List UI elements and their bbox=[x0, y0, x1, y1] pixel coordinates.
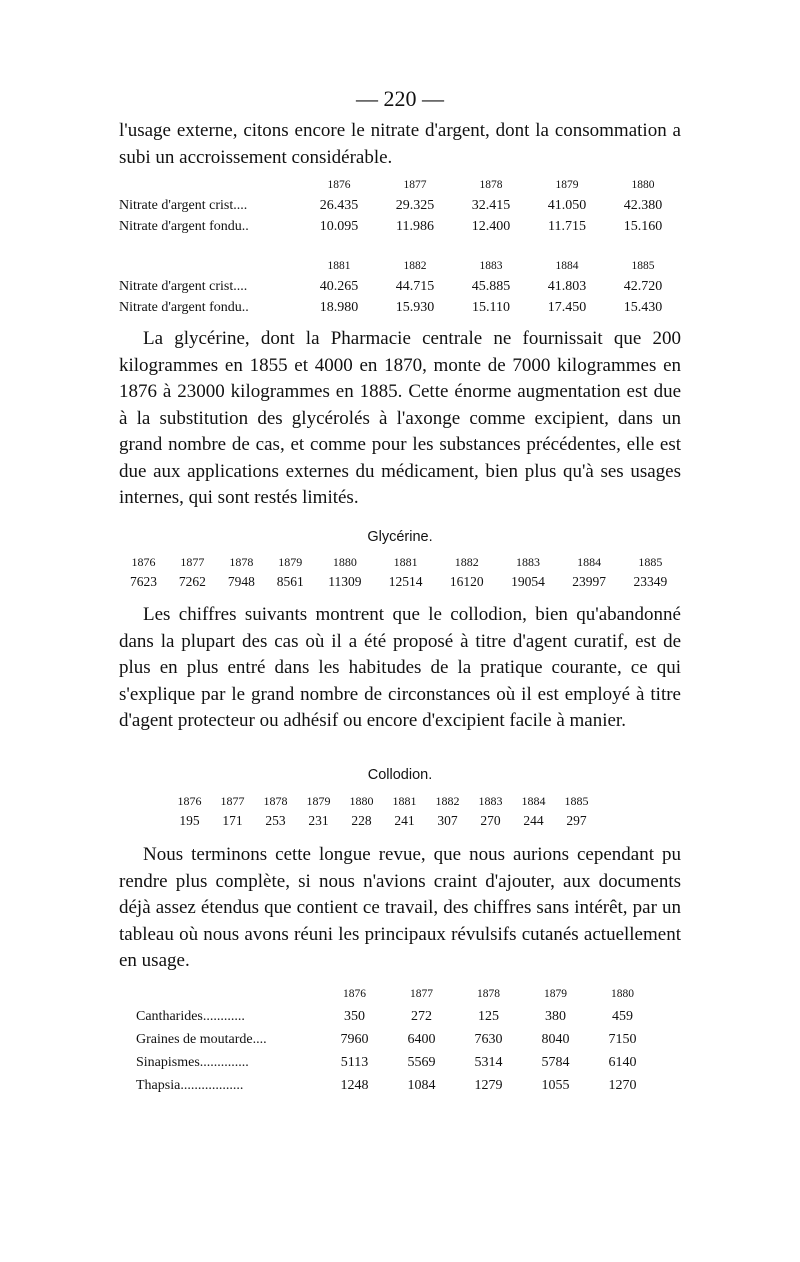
value-cell: 171 bbox=[222, 813, 243, 828]
year-cell: 1877 bbox=[410, 987, 433, 1000]
table-row bbox=[136, 1051, 656, 1074]
value-cell: 241 bbox=[394, 813, 415, 828]
value-cell: 41.803 bbox=[547, 278, 587, 294]
year-cell: 1882 bbox=[454, 554, 479, 569]
year-cell: 1883 bbox=[479, 259, 503, 272]
row-label: Cantharides............ bbox=[136, 1008, 245, 1024]
row-label: Thapsia.................. bbox=[136, 1077, 244, 1093]
value-cell: 19054 bbox=[511, 574, 545, 589]
year-cell: 1876 bbox=[131, 554, 156, 569]
value-cell: 5784 bbox=[541, 1054, 570, 1070]
value-cell: 17.450 bbox=[547, 299, 587, 315]
table-row bbox=[136, 1028, 656, 1051]
value-cell: 8040 bbox=[541, 1031, 570, 1047]
value-cell: 1084 bbox=[407, 1077, 436, 1093]
year-cell: 1880 bbox=[349, 793, 374, 808]
year-cell: 1885 bbox=[631, 259, 655, 272]
value-cell: 45.885 bbox=[471, 278, 511, 294]
value-cell: 459 bbox=[612, 1008, 633, 1024]
value-cell: 272 bbox=[411, 1008, 432, 1024]
year-cell: 1882 bbox=[403, 259, 427, 272]
table-header-row bbox=[136, 982, 656, 1005]
value-cell: 11.715 bbox=[548, 218, 586, 234]
value-cell: 1248 bbox=[340, 1077, 369, 1093]
value-cell: 253 bbox=[265, 813, 286, 828]
year-cell: 1882 bbox=[435, 793, 460, 808]
value-cell: 11309 bbox=[328, 574, 362, 589]
year-cell: 1880 bbox=[631, 178, 655, 191]
year-cell: 1876 bbox=[343, 987, 366, 1000]
year-cell: 1880 bbox=[332, 554, 357, 569]
year-cell: 1883 bbox=[515, 554, 540, 569]
year-cell: 1876 bbox=[327, 178, 351, 191]
value-cell: 15.430 bbox=[623, 299, 663, 315]
value-cell: 1055 bbox=[541, 1077, 570, 1093]
year-cell: 1877 bbox=[180, 554, 205, 569]
collodion-caption: Collodion. bbox=[367, 767, 433, 783]
value-cell: 23349 bbox=[633, 574, 668, 589]
value-cell: 6140 bbox=[608, 1054, 637, 1070]
value-cell: 18.980 bbox=[319, 299, 359, 315]
value-cell: 41.050 bbox=[547, 197, 587, 213]
row-label: Nitrate d'argent crist.... bbox=[119, 197, 248, 213]
paragraph-intro: l'usage externe, citons encore le nitrate d'argent, dont la consommation a subi un accroissement considérable. bbox=[119, 120, 681, 168]
glycerine-table bbox=[119, 552, 681, 592]
year-cell: 1885 bbox=[564, 793, 589, 808]
row-label: Nitrate d'argent crist.... bbox=[119, 278, 248, 294]
collodion-table bbox=[168, 791, 598, 831]
value-cell: 15.110 bbox=[472, 299, 510, 315]
value-cell: 297 bbox=[566, 813, 587, 828]
year-row bbox=[168, 791, 598, 811]
table-corner bbox=[119, 255, 301, 276]
year-cell: 1878 bbox=[477, 987, 500, 1000]
page-number: — 220 — bbox=[356, 86, 444, 111]
value-cell: 1270 bbox=[608, 1077, 637, 1093]
row-label: Sinapismes.............. bbox=[136, 1054, 249, 1070]
year-cell: 1879 bbox=[544, 987, 567, 1000]
value-cell: 270 bbox=[480, 813, 501, 828]
row-label: Nitrate d'argent fondu.. bbox=[119, 299, 249, 315]
value-cell: 7150 bbox=[608, 1031, 637, 1047]
row-label: Graines de moutarde.... bbox=[136, 1031, 267, 1047]
nitrate-table-1876-1880 bbox=[119, 174, 681, 237]
year-cell: 1881 bbox=[327, 259, 351, 272]
table-row bbox=[136, 1005, 656, 1028]
glycerine-caption: Glycérine. bbox=[367, 529, 433, 545]
value-cell: 15.930 bbox=[395, 299, 435, 315]
paragraph-collodion: Les chiffres suivants montrent que le collodion, bien qu'abandonné dans la plupart des cas où il a été proposé à titre d'agent curatif, est de plus en plus entré dans les habitudes de la pratique courante, ce qui s'explique par le grand nombre de circonstances où il est employé à titre d'agent protecteur ou adhésif ou encore d'excipient facile à manier. bbox=[119, 604, 681, 731]
value-cell: 231 bbox=[308, 813, 329, 828]
year-cell: 1877 bbox=[220, 793, 245, 808]
revulsifs-table bbox=[136, 982, 656, 1097]
year-cell: 1881 bbox=[393, 554, 418, 569]
value-cell: 307 bbox=[437, 813, 458, 828]
year-cell: 1878 bbox=[229, 554, 254, 569]
year-cell: 1876 bbox=[177, 793, 202, 808]
year-cell: 1881 bbox=[392, 793, 417, 808]
value-cell: 26.435 bbox=[319, 197, 359, 213]
value-cell: 1279 bbox=[474, 1077, 503, 1093]
value-cell: 11.986 bbox=[396, 218, 434, 234]
value-cell: 7262 bbox=[178, 574, 206, 589]
value-cell: 228 bbox=[351, 813, 372, 828]
value-row bbox=[119, 572, 681, 592]
year-cell: 1885 bbox=[638, 554, 663, 569]
value-cell: 12.400 bbox=[471, 218, 511, 234]
value-row bbox=[168, 811, 598, 831]
nitrate-table-1881-1885 bbox=[119, 255, 681, 318]
year-cell: 1883 bbox=[478, 793, 503, 808]
value-cell: 7948 bbox=[227, 574, 255, 589]
value-cell: 5569 bbox=[407, 1054, 436, 1070]
table-row bbox=[119, 297, 681, 318]
year-cell: 1880 bbox=[611, 987, 634, 1000]
table-row bbox=[119, 216, 681, 237]
paragraph-conclusion: Nous terminons cette longue revue, que nous aurions cependant pu rendre plus complète, si nous n'avions craint d'ajouter, aux documents déjà assez étendus que contient ce travail, des chiffres sans intérêt, par un tableau où nous avons réuni les principaux révulsifs cutanés actuellement en usage. bbox=[119, 844, 681, 971]
table-header-row bbox=[119, 174, 681, 195]
value-cell: 15.160 bbox=[623, 218, 663, 234]
value-cell: 42.380 bbox=[623, 197, 663, 213]
year-cell: 1879 bbox=[555, 178, 579, 191]
year-cell: 1884 bbox=[577, 554, 602, 569]
table-corner bbox=[119, 174, 301, 195]
value-cell: 350 bbox=[344, 1008, 365, 1024]
value-cell: 7960 bbox=[340, 1031, 369, 1047]
table-row bbox=[136, 1074, 656, 1097]
value-cell: 12514 bbox=[388, 574, 423, 589]
row-label: Nitrate d'argent fondu.. bbox=[119, 218, 249, 234]
year-cell: 1884 bbox=[521, 793, 546, 808]
value-cell: 29.325 bbox=[395, 197, 435, 213]
value-cell: 6400 bbox=[407, 1031, 436, 1047]
year-cell: 1877 bbox=[403, 178, 427, 191]
table-row bbox=[119, 195, 681, 216]
table-corner bbox=[136, 982, 321, 1005]
value-cell: 42.720 bbox=[623, 278, 663, 294]
year-cell: 1878 bbox=[479, 178, 503, 191]
value-cell: 40.265 bbox=[319, 278, 359, 294]
value-cell: 44.715 bbox=[395, 278, 435, 294]
value-cell: 23997 bbox=[572, 574, 606, 589]
year-cell: 1878 bbox=[263, 793, 288, 808]
value-cell: 195 bbox=[179, 813, 200, 828]
value-cell: 5314 bbox=[474, 1054, 503, 1070]
value-cell: 125 bbox=[478, 1008, 499, 1024]
table-header-row bbox=[119, 255, 681, 276]
value-cell: 10.095 bbox=[319, 218, 359, 234]
value-cell: 244 bbox=[523, 813, 544, 828]
year-cell: 1879 bbox=[306, 793, 331, 808]
year-row bbox=[119, 552, 681, 572]
value-cell: 8561 bbox=[276, 574, 304, 589]
paragraph-glycerine: La glycérine, dont la Pharmacie centrale ne fournissait que 200 kilogrammes en 1855 et 4000 en 1870, monte de 7000 kilogrammes en 1876 à 23000 kilogrammes en 1885. Cette énorme augmentation est due à la substitution des glycérolés à l'axonge comme excipient, dans un grand nombre de cas, et comme pour les substances précédentes, elle est due aux applications externes du médicament, bien plus qu'à ses usages internes, qui sont restés limités. bbox=[119, 328, 681, 508]
year-cell: 1884 bbox=[555, 259, 579, 272]
value-cell: 380 bbox=[545, 1008, 566, 1024]
table-row bbox=[119, 276, 681, 297]
value-cell: 7630 bbox=[474, 1031, 503, 1047]
value-cell: 7623 bbox=[129, 574, 157, 589]
value-cell: 32.415 bbox=[471, 197, 511, 213]
value-cell: 16120 bbox=[449, 574, 484, 589]
year-cell: 1879 bbox=[278, 554, 303, 569]
value-cell: 5113 bbox=[340, 1054, 369, 1070]
